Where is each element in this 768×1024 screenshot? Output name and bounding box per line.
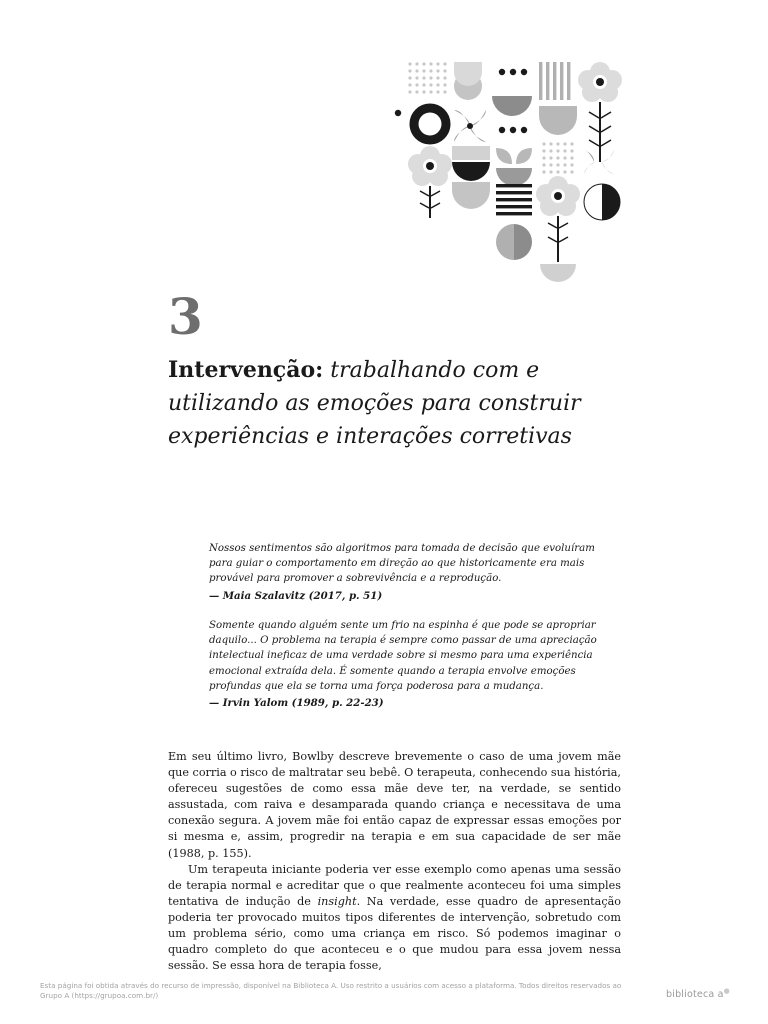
chapter-number: 3: [168, 287, 203, 346]
epigraph-quote: Nossos sentimentos são algoritmos para tomada de decisão que evoluíram para guiar o comportamento em direção ao que historicamente era mais provável para promover a sobrevivência e a reprodução.: [209, 543, 595, 585]
logo-mark-icon: ●: [723, 987, 730, 995]
chapter-title: [168, 354, 588, 453]
footer-logo-text: biblioteca a: [666, 989, 724, 1001]
geometric-ornament-illustration: [392, 58, 624, 284]
body-paragraph-segment: Um terapeuta iniciante poderia ver esse exemplo como apenas uma sessão de terapia normal e acreditar que o que realmente aconteceu foi uma simples tentativa de indução de: [168, 862, 621, 908]
footer-copyright-note: Esta página foi obtida através do recurso de impressão, disponível na Biblioteca A. Uso restrito a usuários com acesso a plataforma. Todos direitos reservados ao Grupo A (https://grupoa.com.br/): [40, 981, 622, 1000]
body-text: [168, 749, 621, 974]
body-paragraph-segment: . Na verdade, esse quadro de apresentação poderia ter provocado muitos tipos diferentes de intervenção, sobretudo com um problema sério, como uma criança em risco. Só podemos imaginar o quadro completo do que aconteceu e o que mudou para essa jovem nessa sessão. Se essa hora de terapia fosse,: [168, 894, 621, 973]
body-paragraph-emphasis: insight: [317, 894, 357, 908]
epigraph-quote: Somente quando alguém sente um frio na espinha é que pode se apropriar daquilo... O problema na terapia é sempre como passar de uma apreciação intelectual ineficaz de uma verdade sobre si mesmo para uma experiência emocional extraída dela. É somente quando a terapia envolve emoções profundas que ela se torna uma força poderosa para a mudança.: [209, 620, 597, 692]
chapter-title-lead: Intervenção:: [168, 357, 324, 383]
epigraph: [209, 618, 621, 711]
body-paragraph: Em seu último livro, Bowlby descreve brevemente o caso de uma jovem mãe que corria o risco de maltratar seu bebê. O terapeuta, conhecendo sua história, ofereceu sugestões de como essa mãe deve ter, na verdade, se sentido assustada, com raiva e desamparada quando criança e necessitava de uma conexão segura. A jovem mãe foi então capaz de expressar essas emoções por si mesma e, assim, progredir na terapia e em sua capacidade de ser mãe (1988, p. 155).: [168, 750, 621, 860]
epigraph-attribution: — Irvin Yalom (1989, p. 22-23): [209, 697, 384, 710]
epigraph: [209, 541, 621, 604]
chapter-title-subtitle: trabalhando com e utilizando as emoções para construir experiências e interações corretivas: [168, 358, 581, 449]
body-paragraph: [168, 862, 621, 975]
epigraph-attribution: — Maia Szalavitz (2017, p. 51): [209, 589, 383, 602]
footer-logo: [666, 987, 730, 1000]
